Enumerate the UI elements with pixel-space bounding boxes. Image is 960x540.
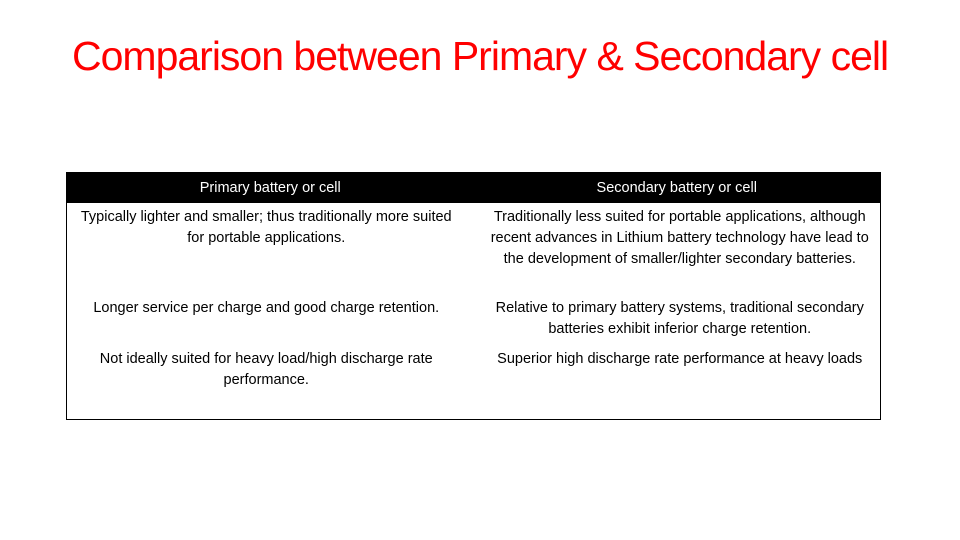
primary-cell-text: Typically lighter and smaller; thus traditionally more suited for portable applications. bbox=[80, 209, 452, 246]
header-row bbox=[67, 173, 881, 204]
header-secondary-cell: Secondary battery or cell bbox=[474, 173, 881, 204]
table-body bbox=[67, 203, 881, 420]
table-row bbox=[67, 294, 881, 345]
secondary-cell-text: Superior high discharge rate performance at heavy loads bbox=[497, 351, 863, 367]
table-row bbox=[67, 345, 881, 420]
primary-cell-text: Longer service per charge and good charge retention. bbox=[93, 300, 440, 316]
header-primary-cell: Primary battery or cell bbox=[67, 173, 474, 204]
table-row bbox=[67, 203, 881, 294]
secondary-cell-text: Relative to primary battery systems, traditional secondary batteries exhibit inferior charge retention. bbox=[495, 300, 864, 337]
secondary-cell-text: Traditionally less suited for portable applications, although recent advances in Lithium battery technology have lead to the development of smaller/lighter secondary batteries. bbox=[490, 209, 869, 267]
table-header bbox=[67, 173, 881, 204]
comparison-table bbox=[66, 172, 881, 420]
slide-title: Comparison between Primary & Secondary cell bbox=[72, 33, 889, 79]
primary-cell-text: Not ideally suited for heavy load/high discharge rate performance. bbox=[99, 351, 433, 388]
